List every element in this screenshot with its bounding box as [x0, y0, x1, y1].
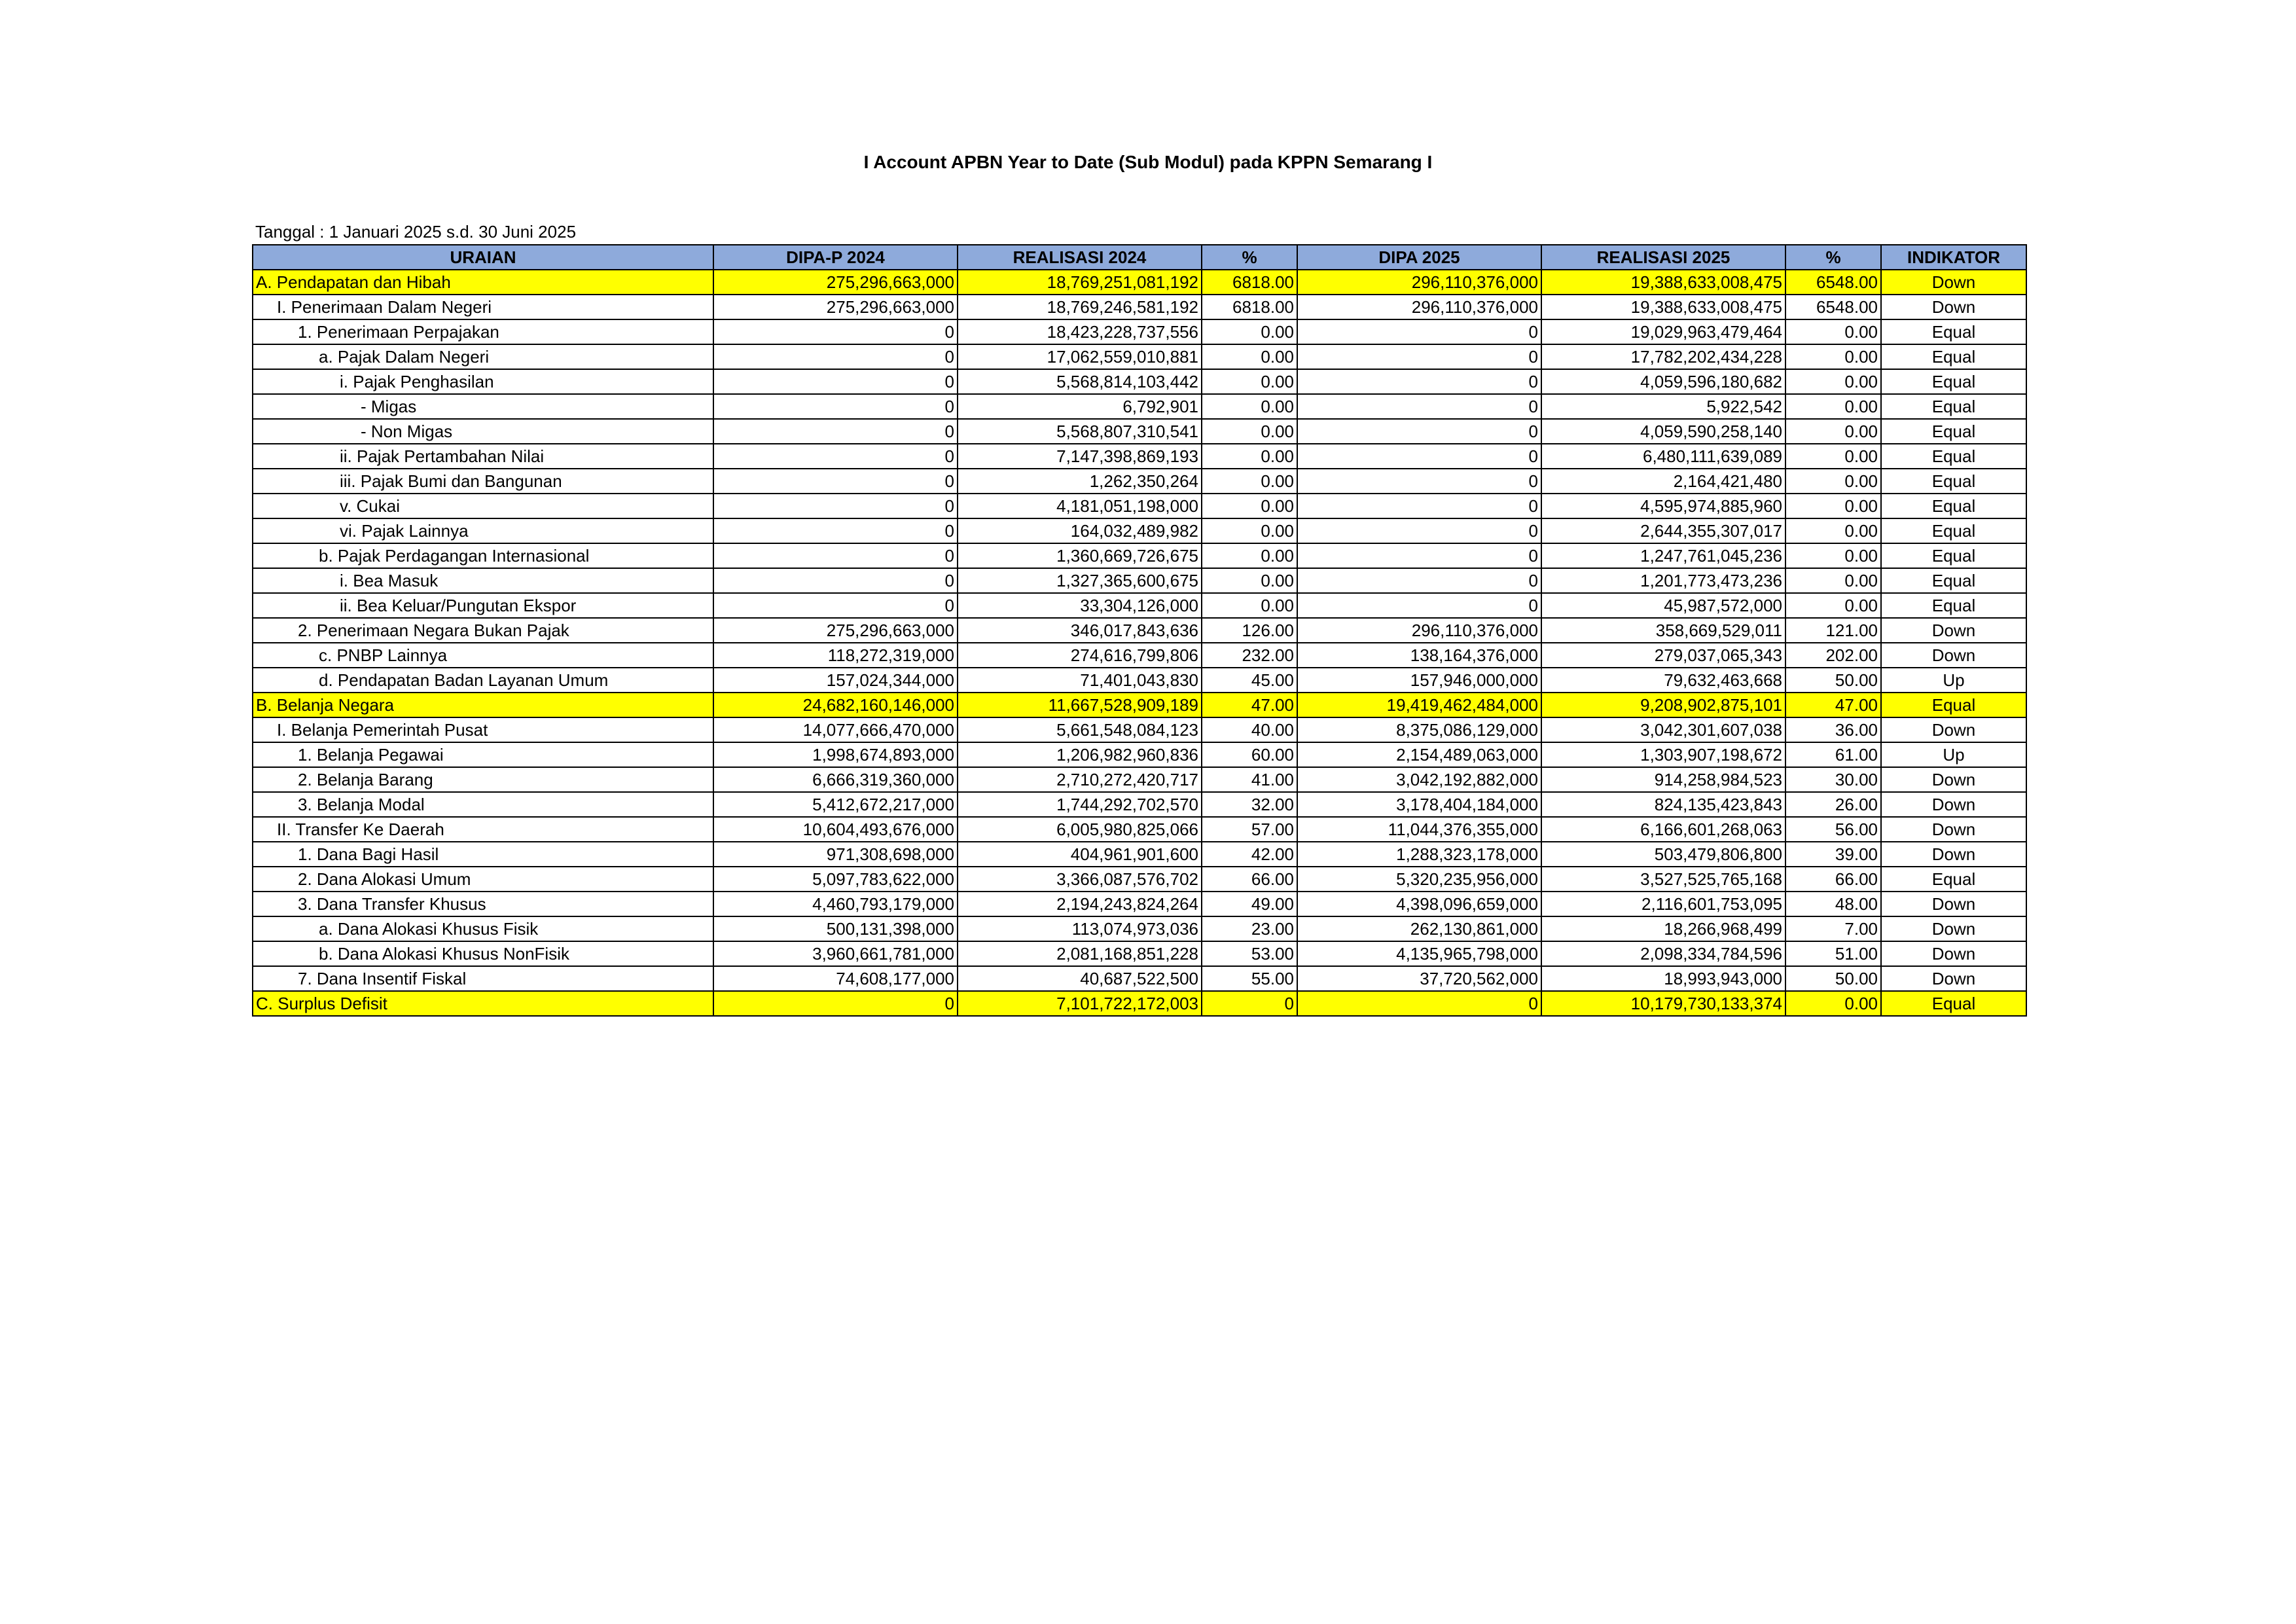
cell-percent-2025: 6548.00 [1785, 270, 1881, 295]
cell-uraian: A. Pendapatan dan Hibah [253, 270, 713, 295]
cell-indikator: Equal [1881, 394, 2026, 419]
cell-realisasi-2025: 45,987,572,000 [1541, 593, 1785, 618]
cell-percent-2024: 0.00 [1202, 444, 1297, 469]
table-row [253, 668, 2026, 693]
header-percent-2024: % [1202, 245, 1297, 270]
cell-uraian: 1. Dana Bagi Hasil [253, 842, 713, 867]
cell-realisasi-2025: 18,993,943,000 [1541, 966, 1785, 991]
cell-indikator: Down [1881, 792, 2026, 817]
cell-realisasi-2025: 18,266,968,499 [1541, 916, 1785, 941]
cell-realisasi-2025: 19,029,963,479,464 [1541, 319, 1785, 344]
cell-percent-2025: 51.00 [1785, 941, 1881, 966]
cell-uraian: I. Belanja Pemerintah Pusat [253, 717, 713, 742]
cell-percent-2025: 0.00 [1785, 518, 1881, 543]
cell-dipa-2025: 0 [1297, 344, 1541, 369]
cell-percent-2025: 61.00 [1785, 742, 1881, 767]
cell-dipa-2025: 0 [1297, 593, 1541, 618]
cell-dipa-2025: 262,130,861,000 [1297, 916, 1541, 941]
cell-uraian: i. Bea Masuk [253, 568, 713, 593]
cell-realisasi-2025: 10,179,730,133,374 [1541, 991, 1785, 1016]
cell-indikator: Down [1881, 892, 2026, 916]
cell-dipa-p-2024: 0 [713, 494, 958, 518]
cell-indikator: Up [1881, 742, 2026, 767]
cell-realisasi-2025: 5,922,542 [1541, 394, 1785, 419]
cell-dipa-p-2024: 0 [713, 369, 958, 394]
cell-percent-2024: 0.00 [1202, 369, 1297, 394]
cell-realisasi-2025: 19,388,633,008,475 [1541, 270, 1785, 295]
cell-realisasi-2025: 503,479,806,800 [1541, 842, 1785, 867]
cell-realisasi-2024: 1,360,669,726,675 [958, 543, 1202, 568]
table-row [253, 568, 2026, 593]
table-row [253, 295, 2026, 319]
cell-uraian: 2. Penerimaan Negara Bukan Pajak [253, 618, 713, 643]
cell-uraian: c. PNBP Lainnya [253, 643, 713, 668]
cell-dipa-2025: 0 [1297, 494, 1541, 518]
cell-indikator: Down [1881, 717, 2026, 742]
table-row [253, 543, 2026, 568]
cell-dipa-p-2024: 0 [713, 394, 958, 419]
table-row [253, 842, 2026, 867]
cell-percent-2024: 6818.00 [1202, 295, 1297, 319]
cell-percent-2024: 0.00 [1202, 419, 1297, 444]
table-row [253, 344, 2026, 369]
cell-realisasi-2025: 4,595,974,885,960 [1541, 494, 1785, 518]
header-dipa-p-2024: DIPA-P 2024 [713, 245, 958, 270]
table-row [253, 394, 2026, 419]
table-row [253, 419, 2026, 444]
cell-uraian: a. Pajak Dalam Negeri [253, 344, 713, 369]
table-row [253, 270, 2026, 295]
cell-dipa-2025: 5,320,235,956,000 [1297, 867, 1541, 892]
cell-percent-2025: 56.00 [1785, 817, 1881, 842]
cell-realisasi-2024: 3,366,087,576,702 [958, 867, 1202, 892]
cell-realisasi-2025: 4,059,590,258,140 [1541, 419, 1785, 444]
cell-percent-2024: 0.00 [1202, 344, 1297, 369]
cell-uraian: 2. Belanja Barang [253, 767, 713, 792]
cell-uraian: a. Dana Alokasi Khusus Fisik [253, 916, 713, 941]
cell-uraian: ii. Pajak Pertambahan Nilai [253, 444, 713, 469]
cell-percent-2025: 0.00 [1785, 494, 1881, 518]
cell-percent-2025: 0.00 [1785, 369, 1881, 394]
cell-dipa-2025: 8,375,086,129,000 [1297, 717, 1541, 742]
cell-dipa-2025: 0 [1297, 369, 1541, 394]
cell-dipa-p-2024: 4,460,793,179,000 [713, 892, 958, 916]
cell-percent-2024: 0.00 [1202, 593, 1297, 618]
cell-dipa-p-2024: 275,296,663,000 [713, 270, 958, 295]
cell-uraian: b. Dana Alokasi Khusus NonFisik [253, 941, 713, 966]
cell-percent-2024: 126.00 [1202, 618, 1297, 643]
cell-indikator: Down [1881, 966, 2026, 991]
cell-uraian: vi. Pajak Lainnya [253, 518, 713, 543]
cell-dipa-2025: 0 [1297, 543, 1541, 568]
cell-indikator: Equal [1881, 369, 2026, 394]
cell-indikator: Equal [1881, 568, 2026, 593]
cell-realisasi-2025: 358,669,529,011 [1541, 618, 1785, 643]
cell-realisasi-2024: 18,769,246,581,192 [958, 295, 1202, 319]
cell-indikator: Down [1881, 916, 2026, 941]
cell-percent-2025: 0.00 [1785, 991, 1881, 1016]
cell-realisasi-2024: 11,667,528,909,189 [958, 693, 1202, 717]
header-dipa-2025: DIPA 2025 [1297, 245, 1541, 270]
cell-percent-2025: 47.00 [1785, 693, 1881, 717]
cell-dipa-2025: 3,178,404,184,000 [1297, 792, 1541, 817]
cell-realisasi-2025: 2,098,334,784,596 [1541, 941, 1785, 966]
cell-realisasi-2024: 113,074,973,036 [958, 916, 1202, 941]
table-row [253, 941, 2026, 966]
cell-realisasi-2025: 17,782,202,434,228 [1541, 344, 1785, 369]
cell-percent-2025: 66.00 [1785, 867, 1881, 892]
cell-dipa-2025: 296,110,376,000 [1297, 618, 1541, 643]
cell-percent-2025: 0.00 [1785, 419, 1881, 444]
cell-dipa-2025: 11,044,376,355,000 [1297, 817, 1541, 842]
cell-percent-2024: 40.00 [1202, 717, 1297, 742]
table-row [253, 966, 2026, 991]
table-row [253, 792, 2026, 817]
cell-realisasi-2024: 17,062,559,010,881 [958, 344, 1202, 369]
cell-realisasi-2024: 274,616,799,806 [958, 643, 1202, 668]
cell-indikator: Equal [1881, 867, 2026, 892]
table-row [253, 518, 2026, 543]
table-row [253, 643, 2026, 668]
cell-uraian: II. Transfer Ke Daerah [253, 817, 713, 842]
cell-realisasi-2025: 2,164,421,480 [1541, 469, 1785, 494]
cell-realisasi-2024: 4,181,051,198,000 [958, 494, 1202, 518]
cell-percent-2024: 0.00 [1202, 518, 1297, 543]
table-header-row [253, 245, 2026, 270]
table-row [253, 369, 2026, 394]
cell-percent-2024: 41.00 [1202, 767, 1297, 792]
cell-percent-2025: 26.00 [1785, 792, 1881, 817]
cell-indikator: Equal [1881, 543, 2026, 568]
cell-percent-2024: 0.00 [1202, 543, 1297, 568]
cell-percent-2025: 0.00 [1785, 568, 1881, 593]
cell-dipa-2025: 0 [1297, 518, 1541, 543]
table-row [253, 469, 2026, 494]
cell-percent-2024: 66.00 [1202, 867, 1297, 892]
cell-dipa-2025: 296,110,376,000 [1297, 270, 1541, 295]
cell-realisasi-2024: 404,961,901,600 [958, 842, 1202, 867]
cell-dipa-p-2024: 0 [713, 419, 958, 444]
cell-dipa-2025: 0 [1297, 991, 1541, 1016]
cell-dipa-p-2024: 118,272,319,000 [713, 643, 958, 668]
cell-dipa-p-2024: 5,097,783,622,000 [713, 867, 958, 892]
cell-percent-2025: 0.00 [1785, 593, 1881, 618]
table-row [253, 817, 2026, 842]
cell-percent-2025: 7.00 [1785, 916, 1881, 941]
cell-indikator: Equal [1881, 518, 2026, 543]
cell-dipa-p-2024: 5,412,672,217,000 [713, 792, 958, 817]
cell-indikator: Down [1881, 941, 2026, 966]
table-row [253, 742, 2026, 767]
table-row [253, 991, 2026, 1016]
cell-dipa-p-2024: 275,296,663,000 [713, 618, 958, 643]
cell-dipa-2025: 3,042,192,882,000 [1297, 767, 1541, 792]
cell-percent-2025: 36.00 [1785, 717, 1881, 742]
cell-dipa-2025: 138,164,376,000 [1297, 643, 1541, 668]
cell-dipa-p-2024: 6,666,319,360,000 [713, 767, 958, 792]
header-uraian: URAIAN [253, 245, 713, 270]
cell-realisasi-2025: 6,480,111,639,089 [1541, 444, 1785, 469]
date-range-label: Tanggal : 1 Januari 2025 s.d. 30 Juni 2025 [255, 222, 577, 242]
cell-percent-2024: 6818.00 [1202, 270, 1297, 295]
cell-realisasi-2025: 1,303,907,198,672 [1541, 742, 1785, 767]
cell-dipa-p-2024: 74,608,177,000 [713, 966, 958, 991]
cell-indikator: Down [1881, 842, 2026, 867]
cell-percent-2024: 42.00 [1202, 842, 1297, 867]
cell-realisasi-2024: 18,769,251,081,192 [958, 270, 1202, 295]
table-row [253, 892, 2026, 916]
cell-uraian: - Migas [253, 394, 713, 419]
cell-dipa-2025: 157,946,000,000 [1297, 668, 1541, 693]
cell-dipa-p-2024: 14,077,666,470,000 [713, 717, 958, 742]
cell-uraian: 3. Belanja Modal [253, 792, 713, 817]
cell-dipa-p-2024: 0 [713, 319, 958, 344]
cell-dipa-p-2024: 0 [713, 568, 958, 593]
table-row [253, 767, 2026, 792]
table-row [253, 693, 2026, 717]
cell-dipa-p-2024: 500,131,398,000 [713, 916, 958, 941]
cell-dipa-p-2024: 10,604,493,676,000 [713, 817, 958, 842]
cell-percent-2024: 53.00 [1202, 941, 1297, 966]
cell-uraian: C. Surplus Defisit [253, 991, 713, 1016]
cell-realisasi-2024: 5,568,807,310,541 [958, 419, 1202, 444]
cell-realisasi-2024: 5,568,814,103,442 [958, 369, 1202, 394]
cell-dipa-2025: 1,288,323,178,000 [1297, 842, 1541, 867]
cell-percent-2024: 232.00 [1202, 643, 1297, 668]
cell-indikator: Equal [1881, 444, 2026, 469]
cell-dipa-p-2024: 275,296,663,000 [713, 295, 958, 319]
cell-indikator: Equal [1881, 494, 2026, 518]
cell-percent-2025: 202.00 [1785, 643, 1881, 668]
cell-dipa-2025: 0 [1297, 444, 1541, 469]
table-row [253, 867, 2026, 892]
cell-indikator: Equal [1881, 344, 2026, 369]
cell-realisasi-2024: 2,710,272,420,717 [958, 767, 1202, 792]
cell-realisasi-2024: 33,304,126,000 [958, 593, 1202, 618]
cell-percent-2025: 6548.00 [1785, 295, 1881, 319]
cell-percent-2025: 0.00 [1785, 394, 1881, 419]
cell-realisasi-2024: 1,262,350,264 [958, 469, 1202, 494]
cell-indikator: Equal [1881, 419, 2026, 444]
cell-realisasi-2025: 3,042,301,607,038 [1541, 717, 1785, 742]
header-percent-2025: % [1785, 245, 1881, 270]
cell-dipa-p-2024: 0 [713, 543, 958, 568]
cell-dipa-2025: 0 [1297, 394, 1541, 419]
table-body [253, 270, 2026, 1016]
cell-uraian: 1. Belanja Pegawai [253, 742, 713, 767]
table-row [253, 717, 2026, 742]
cell-percent-2025: 0.00 [1785, 319, 1881, 344]
cell-realisasi-2024: 18,423,228,737,556 [958, 319, 1202, 344]
cell-realisasi-2024: 40,687,522,500 [958, 966, 1202, 991]
cell-percent-2024: 0.00 [1202, 494, 1297, 518]
cell-percent-2024: 45.00 [1202, 668, 1297, 693]
cell-percent-2025: 0.00 [1785, 344, 1881, 369]
cell-indikator: Down [1881, 817, 2026, 842]
cell-percent-2024: 23.00 [1202, 916, 1297, 941]
cell-uraian: iii. Pajak Bumi dan Bangunan [253, 469, 713, 494]
cell-indikator: Equal [1881, 469, 2026, 494]
cell-realisasi-2024: 164,032,489,982 [958, 518, 1202, 543]
cell-realisasi-2025: 19,388,633,008,475 [1541, 295, 1785, 319]
cell-indikator: Equal [1881, 693, 2026, 717]
cell-realisasi-2025: 4,059,596,180,682 [1541, 369, 1785, 394]
cell-dipa-p-2024: 0 [713, 518, 958, 543]
cell-realisasi-2025: 3,527,525,765,168 [1541, 867, 1785, 892]
cell-realisasi-2025: 1,201,773,473,236 [1541, 568, 1785, 593]
table-row [253, 494, 2026, 518]
cell-uraian: 1. Penerimaan Perpajakan [253, 319, 713, 344]
cell-dipa-2025: 0 [1297, 568, 1541, 593]
cell-realisasi-2025: 79,632,463,668 [1541, 668, 1785, 693]
cell-dipa-2025: 0 [1297, 419, 1541, 444]
cell-dipa-2025: 37,720,562,000 [1297, 966, 1541, 991]
cell-percent-2024: 0.00 [1202, 394, 1297, 419]
cell-percent-2024: 0 [1202, 991, 1297, 1016]
cell-realisasi-2024: 1,206,982,960,836 [958, 742, 1202, 767]
cell-uraian: v. Cukai [253, 494, 713, 518]
cell-percent-2024: 0.00 [1202, 319, 1297, 344]
cell-dipa-2025: 296,110,376,000 [1297, 295, 1541, 319]
cell-dipa-p-2024: 0 [713, 593, 958, 618]
cell-percent-2024: 57.00 [1202, 817, 1297, 842]
table-row [253, 618, 2026, 643]
cell-uraian: 7. Dana Insentif Fiskal [253, 966, 713, 991]
table-row [253, 319, 2026, 344]
cell-dipa-2025: 0 [1297, 319, 1541, 344]
cell-dipa-2025: 4,398,096,659,000 [1297, 892, 1541, 916]
cell-dipa-p-2024: 0 [713, 991, 958, 1016]
page-title: I Account APBN Year to Date (Sub Modul) pada KPPN Semarang I [863, 152, 1433, 172]
cell-realisasi-2024: 2,194,243,824,264 [958, 892, 1202, 916]
cell-percent-2025: 121.00 [1785, 618, 1881, 643]
cell-indikator: Down [1881, 643, 2026, 668]
cell-realisasi-2024: 346,017,843,636 [958, 618, 1202, 643]
cell-realisasi-2024: 5,661,548,084,123 [958, 717, 1202, 742]
cell-uraian: - Non Migas [253, 419, 713, 444]
cell-indikator: Equal [1881, 991, 2026, 1016]
cell-dipa-2025: 0 [1297, 469, 1541, 494]
cell-percent-2024: 55.00 [1202, 966, 1297, 991]
cell-indikator: Up [1881, 668, 2026, 693]
cell-percent-2025: 50.00 [1785, 966, 1881, 991]
cell-percent-2025: 39.00 [1785, 842, 1881, 867]
cell-uraian: 2. Dana Alokasi Umum [253, 867, 713, 892]
apbn-table [252, 244, 2027, 1017]
cell-uraian: b. Pajak Perdagangan Internasional [253, 543, 713, 568]
cell-dipa-p-2024: 157,024,344,000 [713, 668, 958, 693]
cell-indikator: Down [1881, 295, 2026, 319]
cell-dipa-p-2024: 0 [713, 444, 958, 469]
cell-dipa-p-2024: 0 [713, 469, 958, 494]
cell-realisasi-2025: 824,135,423,843 [1541, 792, 1785, 817]
cell-realisasi-2025: 1,247,761,045,236 [1541, 543, 1785, 568]
cell-percent-2025: 30.00 [1785, 767, 1881, 792]
cell-percent-2025: 0.00 [1785, 444, 1881, 469]
header-indikator: INDIKATOR [1881, 245, 2026, 270]
cell-realisasi-2025: 914,258,984,523 [1541, 767, 1785, 792]
cell-uraian: I. Penerimaan Dalam Negeri [253, 295, 713, 319]
cell-realisasi-2025: 2,644,355,307,017 [1541, 518, 1785, 543]
cell-indikator: Down [1881, 270, 2026, 295]
cell-dipa-2025: 19,419,462,484,000 [1297, 693, 1541, 717]
cell-dipa-p-2024: 24,682,160,146,000 [713, 693, 958, 717]
cell-percent-2024: 0.00 [1202, 568, 1297, 593]
cell-percent-2025: 0.00 [1785, 543, 1881, 568]
cell-uraian: d. Pendapatan Badan Layanan Umum [253, 668, 713, 693]
cell-uraian: B. Belanja Negara [253, 693, 713, 717]
cell-realisasi-2024: 2,081,168,851,228 [958, 941, 1202, 966]
cell-dipa-2025: 2,154,489,063,000 [1297, 742, 1541, 767]
cell-uraian: ii. Bea Keluar/Pungutan Ekspor [253, 593, 713, 618]
cell-percent-2025: 0.00 [1785, 469, 1881, 494]
cell-realisasi-2024: 7,147,398,869,193 [958, 444, 1202, 469]
cell-realisasi-2024: 71,401,043,830 [958, 668, 1202, 693]
cell-realisasi-2024: 1,744,292,702,570 [958, 792, 1202, 817]
cell-realisasi-2025: 2,116,601,753,095 [1541, 892, 1785, 916]
header-realisasi-2024: REALISASI 2024 [958, 245, 1202, 270]
cell-realisasi-2024: 7,101,722,172,003 [958, 991, 1202, 1016]
cell-indikator: Equal [1881, 593, 2026, 618]
cell-indikator: Equal [1881, 319, 2026, 344]
cell-percent-2024: 49.00 [1202, 892, 1297, 916]
cell-percent-2024: 32.00 [1202, 792, 1297, 817]
cell-uraian: i. Pajak Penghasilan [253, 369, 713, 394]
table-row [253, 444, 2026, 469]
cell-percent-2024: 60.00 [1202, 742, 1297, 767]
cell-dipa-p-2024: 971,308,698,000 [713, 842, 958, 867]
cell-indikator: Down [1881, 767, 2026, 792]
cell-dipa-p-2024: 3,960,661,781,000 [713, 941, 958, 966]
table-row [253, 593, 2026, 618]
table-row [253, 916, 2026, 941]
cell-realisasi-2024: 6,005,980,825,066 [958, 817, 1202, 842]
cell-percent-2025: 48.00 [1785, 892, 1881, 916]
cell-realisasi-2025: 9,208,902,875,101 [1541, 693, 1785, 717]
cell-uraian: 3. Dana Transfer Khusus [253, 892, 713, 916]
header-realisasi-2025: REALISASI 2025 [1541, 245, 1785, 270]
cell-percent-2024: 47.00 [1202, 693, 1297, 717]
cell-dipa-2025: 4,135,965,798,000 [1297, 941, 1541, 966]
cell-realisasi-2025: 279,037,065,343 [1541, 643, 1785, 668]
cell-realisasi-2024: 6,792,901 [958, 394, 1202, 419]
cell-percent-2025: 50.00 [1785, 668, 1881, 693]
cell-dipa-p-2024: 0 [713, 344, 958, 369]
cell-percent-2024: 0.00 [1202, 469, 1297, 494]
cell-realisasi-2025: 6,166,601,268,063 [1541, 817, 1785, 842]
cell-dipa-p-2024: 1,998,674,893,000 [713, 742, 958, 767]
cell-realisasi-2024: 1,327,365,600,675 [958, 568, 1202, 593]
cell-indikator: Down [1881, 618, 2026, 643]
